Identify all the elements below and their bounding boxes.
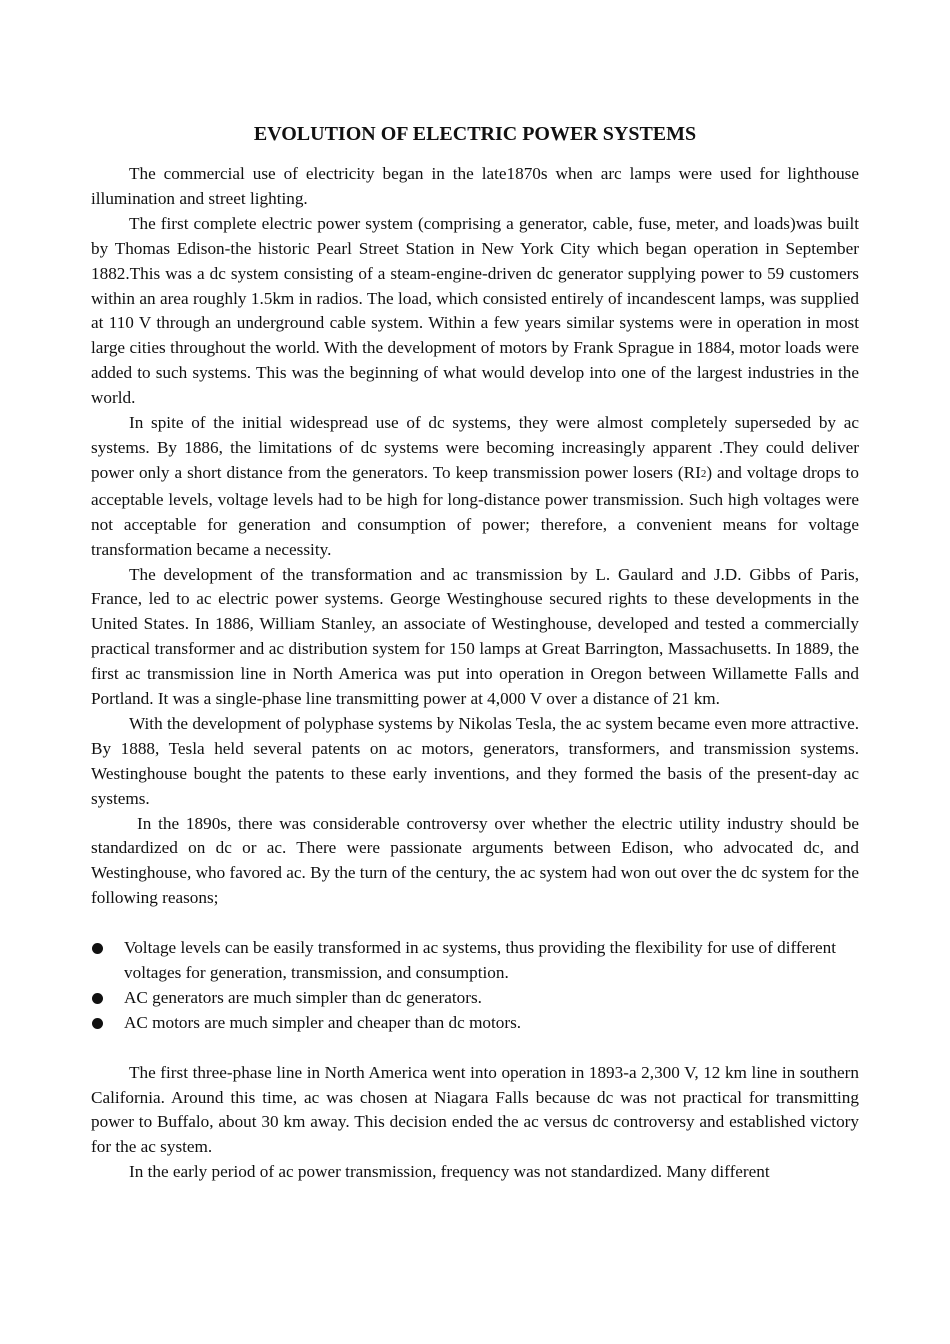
paragraph: In the early period of ac power transmission, frequency was not standardized. Many different	[129, 1162, 770, 1182]
list-item-text: AC motors are much simpler and cheaper than dc motors.	[124, 1012, 522, 1032]
paragraph: The commercial use of electricity began in the late1870s when arc lamps were used for lighthouse illumination and street lighting.	[91, 164, 859, 208]
bullet-icon	[92, 1018, 103, 1029]
paragraph: The first complete electric power system (comprising a generator, cable, fuse, meter, and loads)was built by Thomas Edison-the historic Pearl Street Station in New York City which began operation in September 1882.This was a dc system consisting of a steam-engine-driven dc generator supplying power to 59 customers within an area roughly 1.5km in radios. The load, which consisted entirely of incandescent lamps, was supplied at 110 V through an underground cable system. Within a few years similar systems were in operation in most large cities throughout the world. With the development of motors by Frank Sprague in 1884, motor loads were added to such systems. This was the beginning of what would develop into one of the largest industries in the world.	[91, 213, 859, 408]
paragraph: In the 1890s, there was considerable controversy over whether the electric utility industry should be standardized on dc or ac. There were passionate arguments between Edison, who advocated dc, and Westinghouse, who favored ac. By the turn of the century, the ac system had won out over the dc system for the following reasons;	[91, 813, 859, 908]
reasons-list	[91, 936, 859, 1036]
list-item-text: AC generators are much simpler than dc generators.	[124, 987, 482, 1007]
page-title: EVOLUTION OF ELECTRIC POWER SYSTEMS	[253, 123, 697, 145]
bullet-icon	[92, 943, 103, 954]
paragraph-text: ) and voltage drops to acceptable levels, voltage levels had to be high for long-distance power transmission. Such high voltages were not acceptable for generation and consumption of power; therefore, a convenient means for voltage transformation became a necessity.	[91, 462, 859, 559]
bullet-icon	[92, 993, 103, 1004]
paragraph-text: In spite of the initial widespread use of dc systems, they were almost completely superseded by ac systems. By 1886, the limitations of dc systems were becoming increasingly apparent .They could deliver power only a short distance from the generators. To keep transmission power losers (RI	[91, 413, 859, 482]
paragraph: With the development of polyphase systems by Nikolas Tesla, the ac system became even more attractive. By 1888, Tesla held several patents on ac motors, generators, transformers, and transmission systems. Westinghouse bought the patents to these early inventions, and they formed the basis of the present-day ac systems.	[91, 713, 859, 808]
paragraph: The development of the transformation and ac transmission by L. Gaulard and J.D. Gibbs of Paris, France, led to ac electric power systems. George Westinghouse secured rights to these developments in the United States. In 1886, William Stanley, an associate of Westinghouse, developed and tested a commercially practical transformer and ac distribution system for 150 lamps at Great Barrington, Massachusetts. In 1889, the first ac transmission line in North America was put into operation in Oregon between Willamette Falls and Portland. It was a single-phase line transmitting power at 4,000 V over a distance of 21 km.	[91, 564, 859, 709]
list-item	[91, 936, 859, 986]
paragraph: The first three-phase line in North America went into operation in 1893-a 2,300 V, 12 km line in southern California. Around this time, ac was chosen at Niagara Falls because dc was not practical for transmitting power to Buffalo, about 30 km away. This decision ended the ac versus dc controversy and established victory for the ac system.	[91, 1062, 859, 1157]
superscript: 2	[700, 467, 707, 480]
list-item	[91, 986, 859, 1011]
document-body	[91, 162, 859, 1185]
list-item-text: Voltage levels can be easily transformed in ac systems, thus providing the flexibility for use of different voltages for generation, transmission, and consumption.	[124, 938, 836, 982]
paragraph	[91, 411, 859, 562]
list-item	[91, 1011, 859, 1036]
